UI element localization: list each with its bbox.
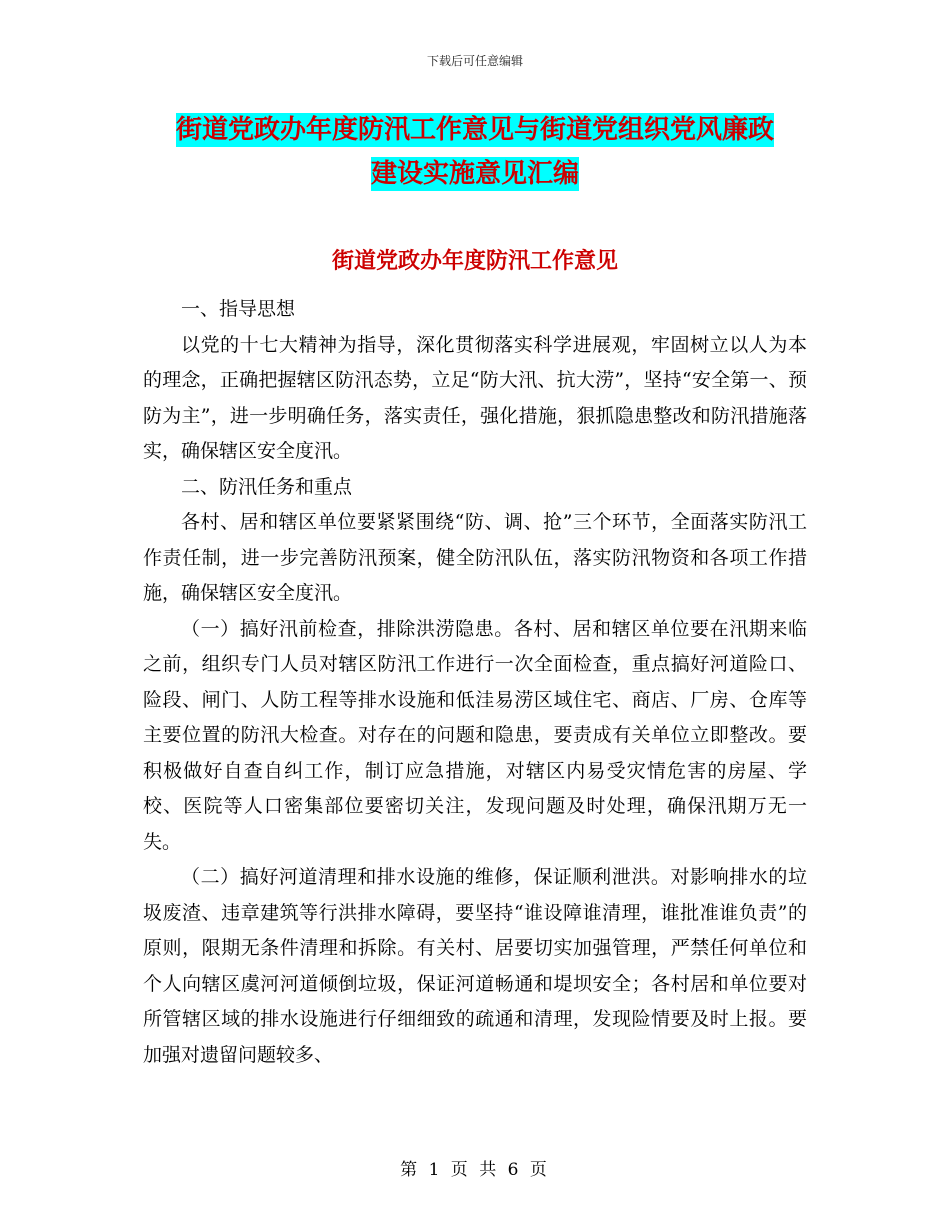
section-title: 街道党政办年度防汛工作意见	[331, 248, 618, 274]
document-title-line-1: 街道党政办年度防汛工作意见与街道党组织党风廉政	[175, 115, 774, 145]
document-body	[143, 292, 807, 1073]
paragraph: （二）搞好河道清理和排水设施的维修，保证顺利泄洪。对影响排水的垃圾废渣、违章建筑等行洪排水障碍，要坚持“谁设障谁清理，谁批准谁负责”的原则，限期无条件清理和拆除。有关村、居要切实加强管理，严禁任何单位和个人向辖区虞河河道倾倒垃圾，保证河道畅通和堤坝安全；各村居和单位要对所管辖区域的排水设施进行仔细细致的疏通和清理，发现险情要及时上报。要加强对遗留问题较多、	[143, 866, 807, 1066]
page-header-note: 下载后可任意编辑	[426, 54, 523, 68]
paragraph: （一）搞好汛前检查，排除洪涝隐患。各村、居和辖区单位要在汛期来临之前，组织专门人员对辖区防汛工作进行一次全面检查，重点搞好河道险口、险段、闸门、人防工程等排水设施和低洼易涝区域住宅、商店、厂房、仓库等主要位置的防汛大检查。对存在的问题和隐患，要责成有关单位立即整改。要积极做好自查自纠工作，制订应急措施，对辖区内易受灾情危害的房屋、学校、医院等人口密集部位要密切关注，发现问题及时处理，确保汛期万无一失。	[143, 617, 807, 853]
heading-tasks: 二、防汛任务和重点	[181, 475, 353, 498]
page-number: 第 1 页 共 6 页	[400, 1160, 550, 1180]
document-title-line-2: 建设实施意见汇编	[370, 159, 579, 189]
document-title	[143, 108, 807, 196]
paragraph: 以党的十七大精神为指导，深化贯彻落实科学进展观，牢固树立以人为本的理念，正确把握辖区防汛态势，立足“防大汛、抗大涝”，坚持“安全第一、预防为主”，进一步明确任务，落实责任，强化措施，狠抓隐患整改和防汛措施落实，确保辖区安全度汛。	[143, 333, 807, 462]
paragraph: 各村、居和辖区单位要紧紧围绕“防、调、抢”三个环节，全面落实防汛工作责任制，进一步完善防汛预案，健全防汛队伍，落实防汛物资和各项工作措施，确保辖区安全度汛。	[143, 511, 807, 604]
heading-guiding-thought: 一、指导思想	[181, 298, 296, 320]
